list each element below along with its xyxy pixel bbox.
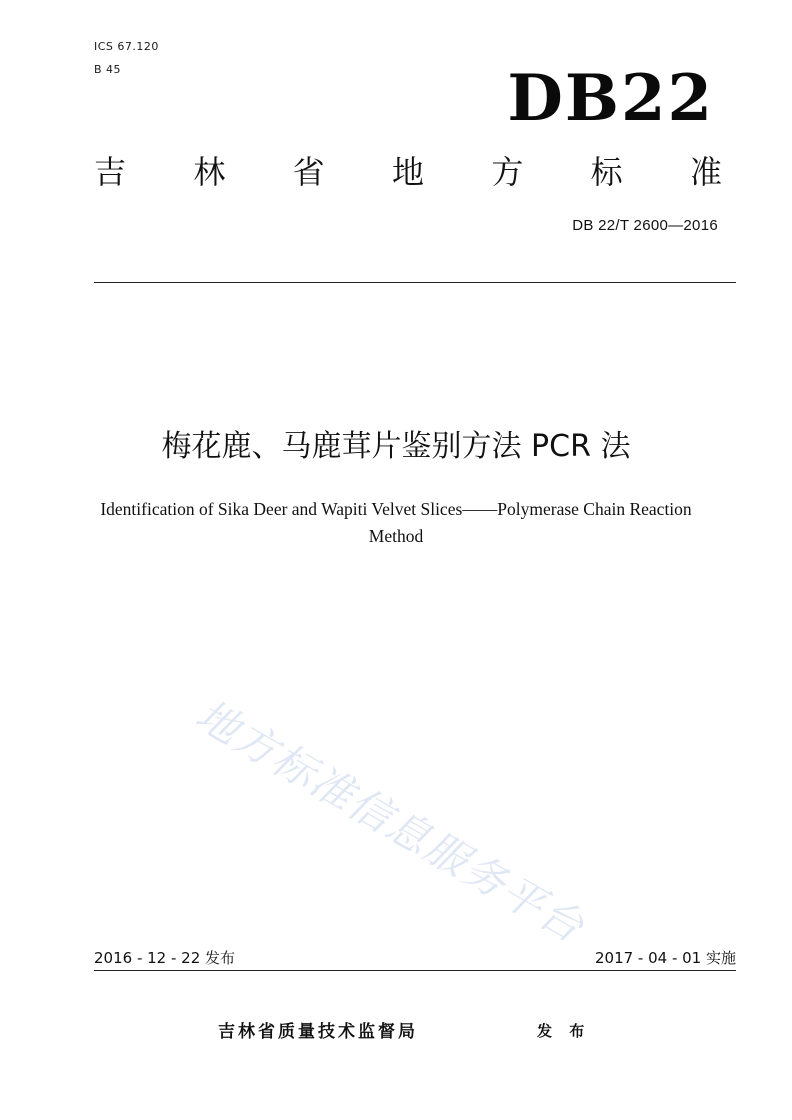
- standard-type-char: 省: [292, 153, 325, 191]
- issuer: 吉林省质量技术监督局: [218, 1022, 418, 1042]
- watermark: 地方标准信息服务平台: [187, 690, 594, 953]
- standard-type-char: 方: [491, 153, 524, 191]
- ccs-code: B 45: [94, 63, 122, 76]
- issue-date: 2016 - 12 - 22 发布: [94, 949, 236, 967]
- standard-type-char: 吉: [94, 153, 127, 191]
- title-english: [70, 496, 722, 550]
- issuer-action: 发 布: [537, 1022, 591, 1040]
- standard-type-char: 标: [590, 153, 623, 191]
- standard-type-char: 地: [391, 153, 424, 191]
- standard-number: DB 22/T 2600—2016: [572, 217, 718, 234]
- implementation-date: 2017 - 04 - 01 实施: [594, 949, 736, 967]
- header-divider: [94, 282, 736, 283]
- footer-divider: [94, 970, 736, 971]
- title-english-line: Method: [368, 526, 424, 546]
- title-english-line: Identification of Sika Deer and Wapiti Velvet Slices——Polymerase Chain Reaction: [100, 499, 692, 519]
- standard-type-char: 准: [689, 153, 722, 191]
- standard-type-char: 林: [193, 153, 226, 191]
- title-chinese: 梅花鹿、马鹿茸片鉴别方法 PCR 法: [161, 429, 631, 464]
- standard-type: [94, 152, 722, 192]
- standard-logo: DB22: [507, 61, 714, 136]
- ics-code: ICS 67.120: [94, 40, 159, 53]
